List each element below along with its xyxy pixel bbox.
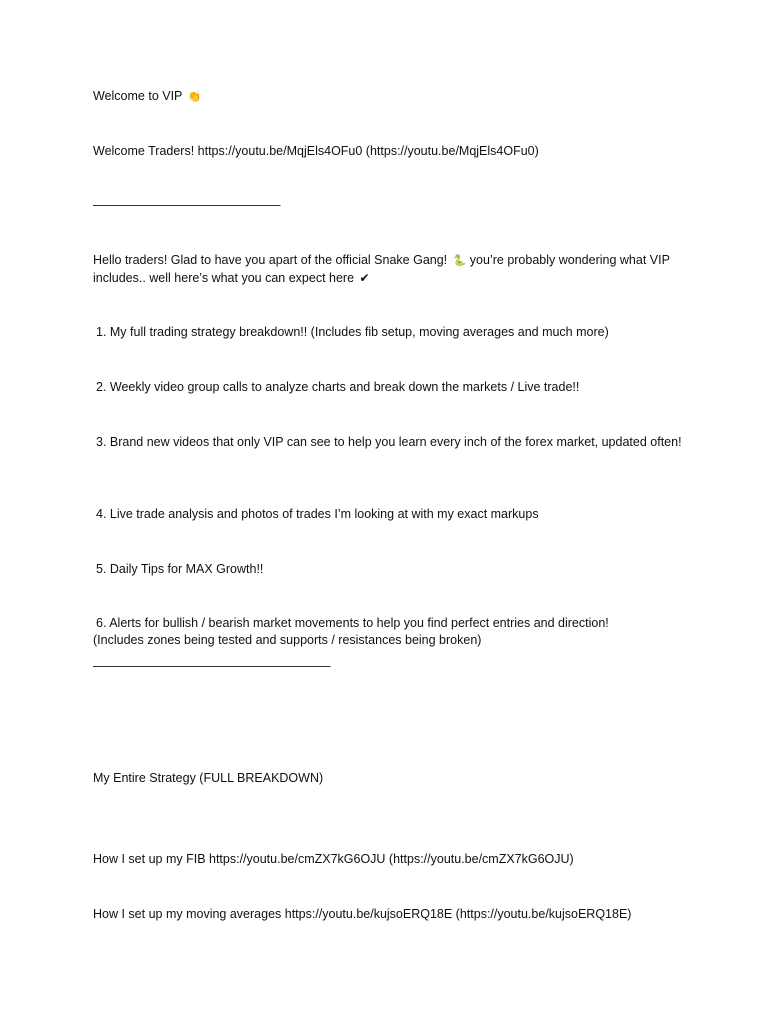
list-item-3 — [93, 434, 683, 451]
check-mark-icon: ✔ — [359, 271, 370, 285]
fib-setup-line[interactable]: How I set up my FIB https://youtu.be/cmZX7kG6OJU (https://youtu.be/cmZX7kG6OJU) — [93, 852, 574, 866]
divider-top: ——————————————— — [93, 198, 281, 212]
welcome-title-text: Welcome to VIP — [93, 89, 183, 103]
intro-text-1: Hello traders! Glad to have you apart of the official Snake Gang! — [93, 253, 451, 267]
list-item-1: 1. My full trading strategy breakdown!! (Includes fib setup, moving averages and much more) — [96, 325, 609, 339]
list-item-4: 4. Live trade analysis and photos of trades I’m looking at with my exact markups — [96, 507, 539, 521]
list-item-3-text: 3. Brand new videos that only VIP can see to help you learn every inch of the forex market, updated often! — [96, 435, 682, 449]
list-item-5: 5. Daily Tips for MAX Growth!! — [96, 562, 264, 576]
list-item-2: 2. Weekly video group calls to analyze charts and break down the markets / Live trade!! — [96, 380, 580, 394]
list-item-6: 6. Alerts for bullish / bearish market movements to help you find perfect entries and direction! — [96, 616, 609, 630]
divider-bottom: ——————————————————— — [93, 659, 331, 673]
intro-paragraph — [93, 252, 683, 287]
list-item-6-note: (Includes zones being tested and supports / resistances being broken) — [93, 633, 482, 647]
intro-text-2: you’re probably wondering what VIP includes.. well here’s what you can expect here — [93, 253, 670, 285]
welcome-traders-line[interactable]: Welcome Traders! https://youtu.be/MqjEls4OFu0 (https://youtu.be/MqjEls4OFu0) — [93, 144, 539, 158]
welcome-title — [93, 88, 693, 106]
clapping-hands-icon: 👏 — [187, 91, 202, 103]
moving-averages-line[interactable]: How I set up my moving averages https://youtu.be/kujsoERQ18E (https://youtu.be/kujsoERQ18E) — [93, 907, 632, 921]
snake-icon: 🐍 — [452, 255, 467, 267]
strategy-title: My Entire Strategy (FULL BREAKDOWN) — [93, 771, 324, 785]
